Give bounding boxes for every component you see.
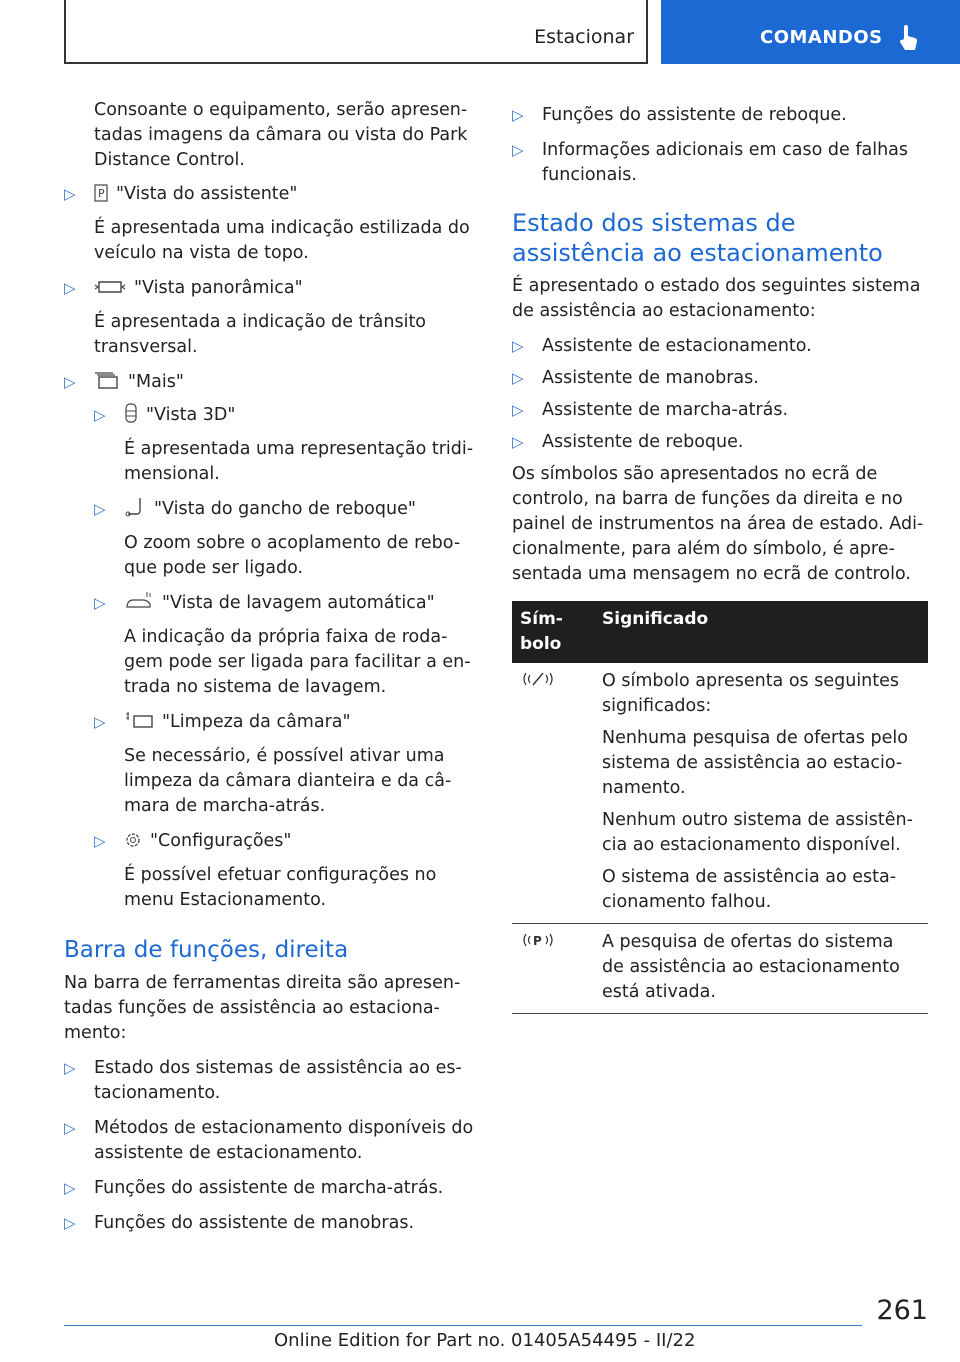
meaning-line: Nenhum outro sistema de assistên-cia ao estacionamento disponível. bbox=[602, 810, 913, 855]
item-description: É apresentada uma indicação estilizada do veículo na vista de topo. bbox=[94, 218, 470, 263]
header-chapter-title: COMANDOS bbox=[760, 27, 883, 48]
bullet-marker: ▷ bbox=[94, 713, 106, 731]
item-label: "Vista panorâmica" bbox=[134, 278, 303, 298]
svg-text:P: P bbox=[98, 187, 105, 200]
sublist-item-3d-view bbox=[64, 403, 480, 431]
bullet-marker: ▷ bbox=[512, 106, 524, 124]
panorama-icon bbox=[94, 278, 126, 304]
list-item bbox=[512, 366, 928, 391]
list-item bbox=[512, 138, 928, 188]
item-description: Se necessário, é possível ativar uma limpeza da câmara dianteira e da câ-mara de marcha-atrás. bbox=[124, 746, 452, 816]
list-item-text: Funções do assistente de reboque. bbox=[542, 105, 847, 125]
gear-icon bbox=[124, 831, 142, 857]
item-label: "Vista do gancho de reboque" bbox=[154, 499, 416, 519]
car-3d-icon bbox=[124, 403, 138, 431]
bullet-marker: ▷ bbox=[94, 500, 106, 518]
bullet-marker: ▷ bbox=[64, 1179, 76, 1197]
list-item-text: Métodos de estacionamento disponíveis do assistente de estacionamento. bbox=[94, 1118, 474, 1163]
table-row bbox=[512, 924, 928, 1014]
bullet-marker: ▷ bbox=[512, 433, 524, 451]
meaning-line: Nenhuma pesquisa de ofertas pelo sistema de assistência ao estacio-namento. bbox=[602, 728, 908, 798]
function-bar-paragraph: Na barra de ferramentas direita são apresen-tadas funções de assistência ao estaciona-mento: bbox=[64, 973, 461, 1043]
bullet-marker: ▷ bbox=[94, 406, 106, 424]
item-description: A indicação da própria faixa de roda-gem pode ser ligada para facilitar a en-trada no sistema de lavagem. bbox=[124, 627, 471, 697]
meaning-line: A pesquisa de ofertas do sistema de assistência ao estacionamento está ativada. bbox=[602, 932, 900, 1002]
table-cell-meaning bbox=[594, 663, 928, 924]
footer-edition: Online Edition for Part no. 01405A54495 - II/22 bbox=[274, 1330, 696, 1351]
list-item-text: Estado dos sistemas de assistência ao es-tacionamento. bbox=[94, 1058, 462, 1103]
symbols-paragraph: Os símbolos são apresentados no ecrã de controlo, na barra de funções da direita e no painel de instrumentos na área de estado. Adi-cionalmente, para além do símbolo, é apre-sentada uma mensagem no ecrã de controlo. bbox=[512, 464, 924, 584]
item-description: É apresentada a indicação de trânsito transversal. bbox=[94, 312, 427, 357]
sublist-item-car-wash-view bbox=[64, 591, 480, 619]
list-item-text: Funções do assistente de marcha-atrás. bbox=[94, 1178, 444, 1198]
header-section-title: Estacionar bbox=[534, 26, 634, 48]
right-column bbox=[512, 98, 928, 1014]
list-item-text: Assistente de manobras. bbox=[542, 368, 759, 388]
item-description: É possível efetuar configurações no menu Estacionamento. bbox=[124, 865, 437, 910]
bullet-marker: ▷ bbox=[64, 1059, 76, 1077]
header-chapter-box bbox=[661, 0, 960, 64]
item-label: "Vista de lavagem automática" bbox=[162, 593, 435, 613]
page-number: 261 bbox=[876, 1295, 928, 1326]
list-item bbox=[512, 430, 928, 455]
sublist-item-tow-hook-view bbox=[64, 497, 480, 525]
item-label: "Vista do assistente" bbox=[116, 184, 298, 204]
bullet-marker: ▷ bbox=[512, 369, 524, 387]
p-parking-icon bbox=[94, 184, 108, 210]
table-cell-symbol bbox=[512, 663, 594, 924]
bullet-marker: ▷ bbox=[64, 1119, 76, 1137]
list-item-text: Informações adicionais em caso de falhas funcionais. bbox=[542, 140, 909, 185]
list-item-text: Assistente de estacionamento. bbox=[542, 336, 812, 356]
svg-text:P: P bbox=[533, 934, 542, 948]
list-item bbox=[512, 334, 928, 359]
list-item bbox=[64, 1116, 480, 1166]
bullet-marker: ▷ bbox=[512, 401, 524, 419]
intro-paragraph: Consoante o equipamento, serão apresen-tadas imagens da câmara ou vista do Park Distance Control. bbox=[94, 100, 468, 170]
sublist-item-settings bbox=[64, 829, 480, 857]
list-item bbox=[512, 103, 928, 128]
tow-hook-icon bbox=[124, 497, 146, 525]
sublist-item-camera-cleaning bbox=[64, 710, 480, 738]
list-item bbox=[64, 1176, 480, 1201]
list-item bbox=[64, 1056, 480, 1106]
bullet-marker: ▷ bbox=[512, 141, 524, 159]
list-item-assistant-view bbox=[64, 182, 480, 210]
table-header-symbol: Sím-bolo bbox=[512, 601, 594, 663]
meaning-line: O sistema de assistência ao esta-cionamento falhou. bbox=[602, 867, 897, 912]
table-cell-symbol bbox=[512, 924, 594, 1014]
item-label: "Configurações" bbox=[150, 831, 292, 851]
bullet-marker: ▷ bbox=[94, 594, 106, 612]
list-item bbox=[64, 1211, 480, 1236]
more-icon bbox=[94, 372, 120, 398]
list-item-more bbox=[64, 370, 480, 398]
parking-assist-crossed-icon bbox=[520, 669, 556, 689]
item-label: "Limpeza da câmara" bbox=[162, 712, 351, 732]
symbol-table bbox=[512, 601, 928, 1014]
bullet-marker: ▷ bbox=[64, 373, 76, 391]
bullet-marker: ▷ bbox=[94, 832, 106, 850]
footer-divider bbox=[64, 1325, 862, 1326]
status-intro-paragraph: É apresentado o estado dos seguintes sistema de assistência ao estacionamento: bbox=[512, 276, 921, 321]
list-item-text: Assistente de reboque. bbox=[542, 432, 744, 452]
bullet-marker: ▷ bbox=[64, 1214, 76, 1232]
item-label: "Mais" bbox=[128, 372, 184, 392]
header-section-box bbox=[64, 0, 648, 64]
bullet-marker: ▷ bbox=[64, 279, 76, 297]
bullet-marker: ▷ bbox=[512, 337, 524, 355]
left-column bbox=[64, 98, 480, 1236]
meaning-line: O símbolo apresenta os seguintes significados: bbox=[602, 671, 900, 716]
item-description: É apresentada uma representação tridi-mensional. bbox=[124, 439, 474, 484]
item-description: O zoom sobre o acoplamento de rebo-que pode ser ligado. bbox=[124, 533, 461, 578]
bullet-marker: ▷ bbox=[64, 185, 76, 203]
list-item-text: Assistente de marcha-atrás. bbox=[542, 400, 789, 420]
list-item-panoramic-view bbox=[64, 276, 480, 304]
hand-pointer-icon bbox=[898, 24, 920, 54]
list-item bbox=[512, 398, 928, 423]
item-label: "Vista 3D" bbox=[146, 405, 236, 425]
section-heading-function-bar: Barra de funções, direita bbox=[64, 937, 349, 963]
car-wash-icon bbox=[124, 591, 154, 619]
table-cell-meaning bbox=[594, 924, 928, 1014]
section-heading-status: Estado dos sistemas de assistência ao estacionamento bbox=[512, 209, 883, 267]
camera-clean-icon bbox=[124, 710, 154, 738]
table-header-meaning: Significado bbox=[594, 601, 928, 663]
list-item-text: Funções do assistente de manobras. bbox=[94, 1213, 415, 1233]
table-row bbox=[512, 663, 928, 924]
table-header-row bbox=[512, 601, 928, 663]
parking-assist-active-icon bbox=[520, 930, 556, 950]
